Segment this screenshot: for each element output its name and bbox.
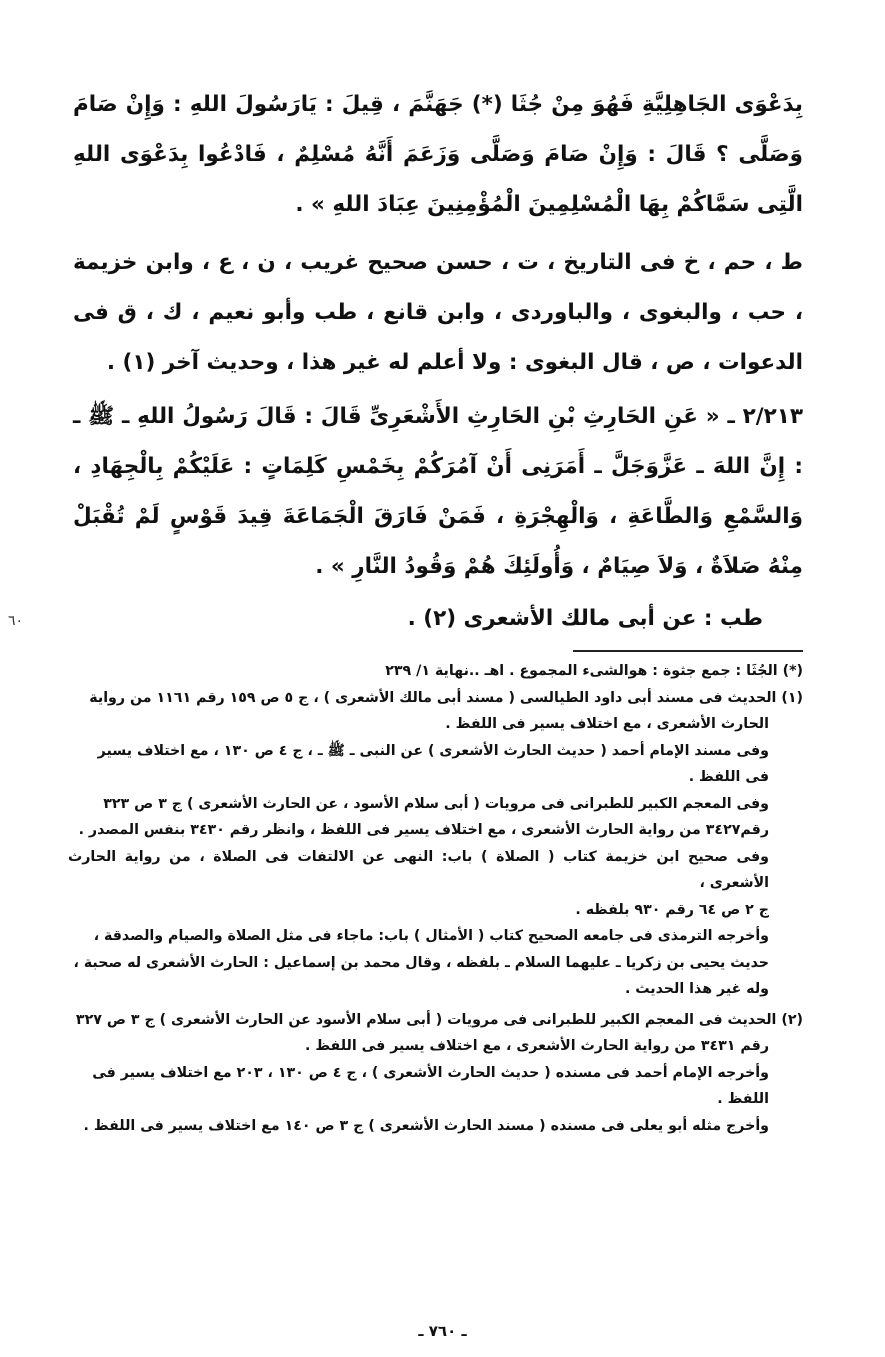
hadith-number: ٢/٢١٣ [742,404,803,429]
hadith-text-continued: بِدَعْوَى الجَاهِلِيَّةِ فَهُوَ مِنْ جُثَا (*) جَهَنَّمَ ، قِيلَ : يَارَسُولَ اللهِ : وَإِنْ صَامَ وَصَلَّى ؟ قَالَ : وَإِنْ صَامَ وَصَلَّى وَزَعَمَ أَنَّهُ مُسْلِمٌ ، فَادْعُوا بِدَعْوَى اللهِ الَّتِى سَمَّاكُمْ بِهَا الْمُسْلِمِينَ الْمُؤْمِنِينَ عِبَادَ اللهِ » . [73,92,803,217]
footnote-1-line: (١) الحديث فى مسند أبى داود الطيالسى ( مسند أبى مالك الأشعرى ) ، ج ٥ ص ١٥٩ رقم ١١٦١ من رواية [89,689,803,706]
footnote-2-line: وأخرج مثله أبو يعلى فى مسنده ( مسند الحارث الأشعرى ) ج ٣ ص ١٤٠ مع اختلاف يسير فى اللفظ . [83,1117,769,1134]
footnote-1-line: ج ٢ ص ٦٤ رقم ٩٣٠ بلفظه . [575,901,769,918]
main-text [73,80,803,644]
footnote-star: (*) الجُثَا : جمع جثوة : هوالشىء المجموع . اهـ ..نهاية ١/ ٢٣٩ [385,663,803,679]
hadith-sources: ط ، حم ، خ فى التاريخ ، ت ، حسن صحيح غريب ، ن ، ع ، وابن خزيمة ، حب ، والبغوى ، والباوردى ، وابن قانع ، طب وأبو نعيم ، ك ، ق فى الدعوات ، ص ، قال البغوى : ولا أعلم له غير هذا ، وحديث آخر (١) . [73,250,803,375]
footnote-1-line: رقم٣٤٢٧ من رواية الحارث الأشعرى ، مع اختلاف يسير فى اللفظ ، وانظر رقم ٣٤٣٠ بنفس المصدر . [78,822,769,838]
footnote-1-line: الحارث الأشعرى ، مع اختلاف يسير فى اللفظ . [445,716,769,732]
footnotes [68,658,803,1139]
footnote-1-line: حديث يحيى بن زكريا ـ عليهما السلام ـ بلفظه ، وقال محمد بن إسماعيل : الحارث الأشعرى له صحبة ، [73,954,769,971]
page-number: ـ ٧٦٠ ـ [418,1322,467,1340]
footnote-1-line: وفى المعجم الكبير للطبرانى فى مرويات ( أبى سلام الأسود ، عن الحارث الأشعرى ) ج ٣ ص ٣٢٣ [103,795,769,812]
hadith-213-sources: طب : عن أبى مالك الأشعرى (٢) . [407,606,763,631]
footnote-1-line: فى اللفظ . [688,769,769,785]
footnote-2-line: رقم ٣٤٣١ من رواية الحارث الأشعرى ، مع اختلاف يسير فى اللفظ . [304,1038,769,1054]
footnote-separator [573,650,803,652]
footnote-2-line: (٢) الحديث فى المعجم الكبير للطبرانى فى مرويات ( أبى سلام الأسود عن الحارث الأشعرى ) ج ٣ ص ٣٢٧ [75,1011,803,1028]
footnote-1-line: وله غير هذا الحديث . [624,981,769,997]
footnote-2-line: وأخرجه الإمام أحمد فى مسنده ( حديث الحارث الأشعرى ) ، ج ٤ ص ١٣٠ ، ٢٠٣ مع اختلاف يسير فى [92,1064,769,1081]
footnote-1-line: وفى صحيح ابن خزيمة كتاب ( الصلاة ) باب: النهى عن الالتفات فى الصلاة ، من رواية الحارث الأشعرى ، [68,848,769,891]
footnote-1-line: وأخرجه الترمذى فى جامعه الصحيح كتاب ( الأمثال ) باب: ماجاء فى مثل الصلاة والصيام والصدقة ، [93,928,769,944]
hadith-213 [73,392,803,592]
footnote-2-line: اللفظ . [717,1091,769,1107]
hadith-213-text: ـ « عَنِ الحَارِثِ بْنِ الحَارِثِ الأَشْعَرِىِّ قَالَ : قَالَ رَسُولُ اللهِ ـ ﷺ ـ : إِنَّ اللهَ ـ عَزَّوَجَلَّ ـ أَمَرَنِى أَنْ آمُرَكُمْ بِخَمْسِ كَلِمَاتٍ : عَلَيْكُمْ بِالْجِهَادِ ، وَالسَّمْعِ وَالطَّاعَةِ ، وَالْهِجْرَةِ ، فَمَنْ فَارَقَ الْجَمَاعَةَ قِيدَ قَوْسٍ لَمْ تُقْبَلْ مِنْهُ صَلاَةٌ ، وَلاَ صِيَامٌ ، وَأُولَئِكَ هُمْ وَقُودُ النَّارِ » . [73,404,803,579]
footnote-1-line: وفى مسند الإمام أحمد ( حديث الحارث الأشعرى ) عن النبى ـ ﷺ ـ ، ج ٤ ص ١٣٠ ، مع اختلاف يسير [97,742,769,759]
margin-mark: ٦٠ [8,613,24,629]
